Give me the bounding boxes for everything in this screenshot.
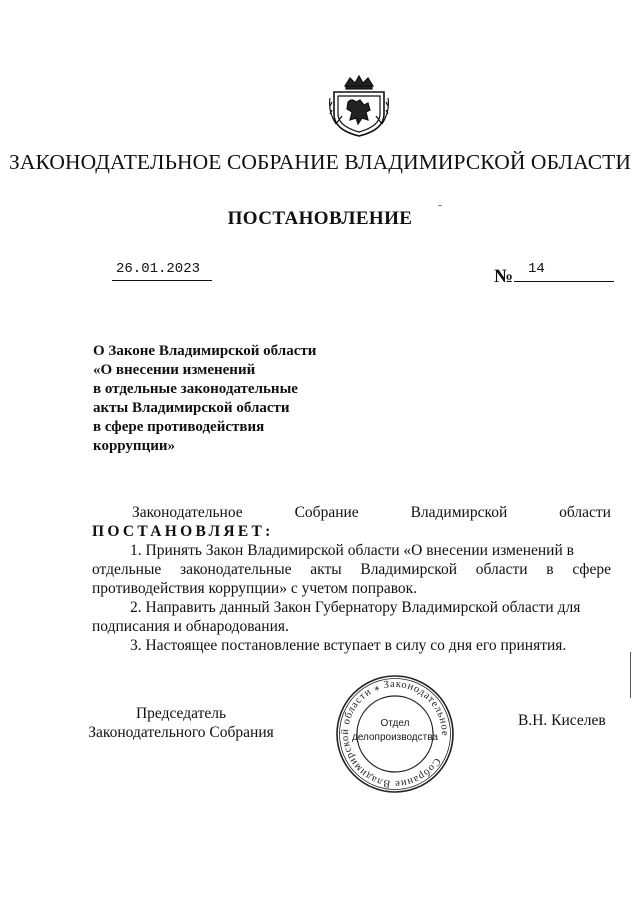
item-2-line: подписания и обнародования. — [92, 618, 289, 635]
document-subject — [93, 342, 316, 456]
office-stamp — [334, 673, 456, 795]
organization-title: ЗАКОНОДАТЕЛЬНОЕ СОБРАНИЕ ВЛАДИМИРСКОЙ ОБЛАСТИ — [8, 150, 632, 174]
intro-word: Собрание — [294, 504, 359, 521]
subject-line: в отдельные законодательные — [93, 381, 298, 397]
document-type-heading: ПОСТАНОВЛЕНИЕ — [227, 208, 413, 229]
number-sign: № — [494, 266, 514, 287]
intro-word: области — [559, 504, 611, 521]
stamp-ring-text: Собрание Владимирской области ⁎ Законодательное — [339, 678, 451, 790]
item-word: области — [475, 561, 528, 578]
coat-of-arms-icon — [328, 72, 390, 138]
stamp-center-line: делопроизводства — [351, 732, 438, 743]
item-word: в — [546, 561, 554, 578]
item-word: Владимирской — [360, 561, 458, 578]
scan-mark — [438, 205, 442, 206]
item-1-line: 1. Принять Закон Владимирской области «О внесении изменений в — [130, 542, 574, 559]
subject-line: акты Владимирской области — [93, 400, 290, 416]
position-line: Председатель — [135, 705, 227, 722]
stamp-center-line: Отдел — [380, 718, 410, 729]
signatory-position — [86, 704, 276, 742]
intro-word: Законодательное — [132, 504, 243, 521]
position-line: Законодательного Собрания — [88, 724, 274, 741]
number-field — [514, 260, 614, 282]
intro-word: Владимирской — [410, 504, 508, 521]
scan-edge-mark — [630, 652, 631, 698]
subject-line: в сфере противодействия — [93, 419, 265, 435]
resolution-body — [92, 503, 611, 655]
item-2-line: 2. Направить данный Закон Губернатору Владимирской области для — [130, 599, 581, 616]
signatory-name: В.Н. Киселев — [518, 712, 606, 729]
item-word: отдельные — [92, 561, 162, 578]
intro-line — [92, 503, 611, 522]
item-1-line — [92, 560, 611, 579]
item-1-line: противодействия коррупции» с учетом поправок. — [92, 580, 418, 597]
item-3-line: 3. Настоящее постановление вступает в силу со дня его принятия. — [130, 637, 567, 654]
date-field — [112, 260, 212, 281]
item-word: сфере — [572, 561, 611, 578]
document-number: 14 — [528, 261, 545, 277]
document-date: 26.01.2023 — [116, 261, 201, 277]
resolves-heading: ПОСТАНОВЛЯЕТ: — [92, 523, 274, 540]
item-word: акты — [310, 561, 342, 578]
subject-line: коррупции» — [93, 438, 176, 454]
subject-line: О Законе Владимирской области — [93, 343, 317, 359]
item-word: законодательные — [180, 561, 292, 578]
subject-line: «О внесении изменений — [93, 362, 256, 378]
